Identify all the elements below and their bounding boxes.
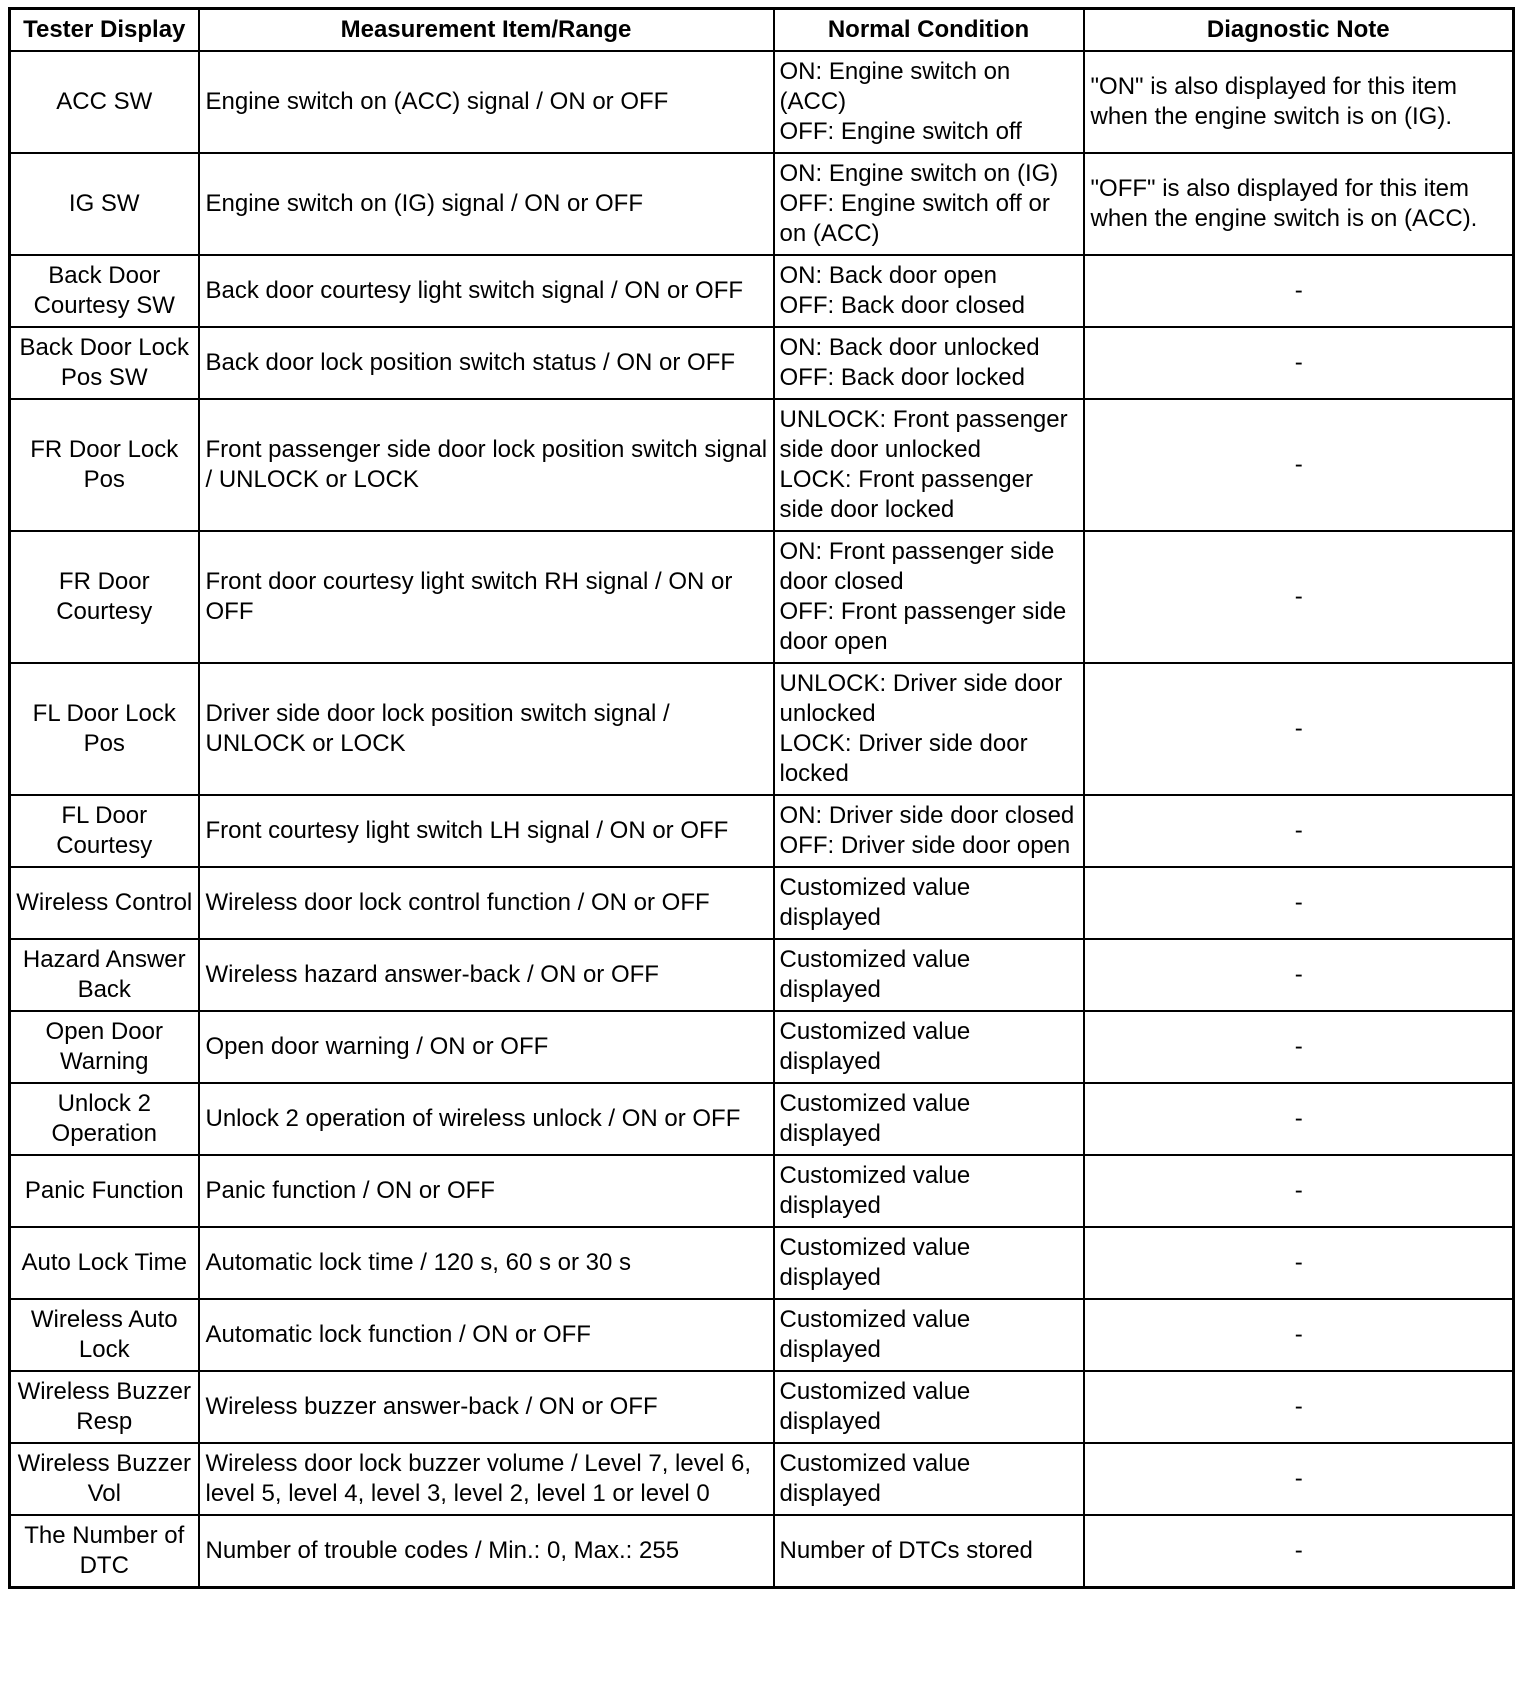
normal-condition-line: Customized value displayed: [779, 1234, 971, 1291]
table-row: [10, 795, 1514, 867]
cell-tester-display: Unlock 2 Operation: [10, 1083, 199, 1155]
cell-measurement-item: Back door courtesy light switch signal / ON or OFF: [199, 255, 774, 327]
normal-condition-line: Customized value displayed: [779, 1090, 971, 1147]
table-row: [10, 1299, 1514, 1371]
cell-measurement-item: Front courtesy light switch LH signal / ON or OFF: [199, 795, 774, 867]
cell-diagnostic-note: -: [1084, 1371, 1514, 1443]
normal-condition-line: Customized value displayed: [779, 1378, 971, 1435]
normal-condition-line: Customized value displayed: [779, 1450, 971, 1507]
cell-measurement-item: Automatic lock time / 120 s, 60 s or 30 s: [199, 1227, 774, 1299]
cell-normal-condition: [774, 327, 1084, 399]
cell-diagnostic-note: -: [1084, 399, 1514, 531]
header-row: [10, 9, 1514, 52]
normal-condition-line: Customized value displayed: [779, 1306, 971, 1363]
normal-condition-line: OFF: Back door closed: [779, 292, 1025, 319]
table-row: [10, 51, 1514, 153]
cell-tester-display: FR Door Courtesy: [10, 531, 199, 663]
cell-measurement-item: Back door lock position switch status / ON or OFF: [199, 327, 774, 399]
table-row: [10, 1443, 1514, 1515]
normal-condition-line: OFF: Driver side door open: [779, 832, 1071, 859]
table-row: [10, 1155, 1514, 1227]
cell-measurement-item: Engine switch on (IG) signal / ON or OFF: [199, 153, 774, 255]
normal-condition-line: Customized value displayed: [779, 1162, 971, 1219]
cell-measurement-item: Wireless hazard answer-back / ON or OFF: [199, 939, 774, 1011]
cell-tester-display: Panic Function: [10, 1155, 199, 1227]
table-row: [10, 1371, 1514, 1443]
normal-condition-line: LOCK: Front passenger side door locked: [779, 466, 1033, 523]
cell-measurement-item: Wireless door lock control function / ON or OFF: [199, 867, 774, 939]
table-row: [10, 399, 1514, 531]
cell-diagnostic-note: -: [1084, 939, 1514, 1011]
cell-normal-condition: [774, 939, 1084, 1011]
cell-measurement-item: Unlock 2 operation of wireless unlock / ON or OFF: [199, 1083, 774, 1155]
cell-normal-condition: [774, 399, 1084, 531]
normal-condition-line: ON: Back door open: [779, 262, 997, 289]
document-page: [8, 7, 1512, 1589]
normal-condition-line: UNLOCK: Driver side door unlocked: [779, 670, 1063, 727]
cell-normal-condition: [774, 1299, 1084, 1371]
cell-diagnostic-note: -: [1084, 1083, 1514, 1155]
cell-diagnostic-note: -: [1084, 327, 1514, 399]
table-row: [10, 531, 1514, 663]
cell-tester-display: The Number of DTC: [10, 1515, 199, 1588]
table-row: [10, 1227, 1514, 1299]
cell-normal-condition: [774, 1443, 1084, 1515]
cell-diagnostic-note: "ON" is also displayed for this item when the engine switch is on (IG).: [1084, 51, 1514, 153]
data-list-table: [8, 7, 1515, 1589]
normal-condition-line: Number of DTCs stored: [779, 1537, 1033, 1564]
normal-condition-line: Customized value displayed: [779, 874, 971, 931]
normal-condition-line: Customized value displayed: [779, 946, 971, 1003]
cell-normal-condition: [774, 1155, 1084, 1227]
cell-tester-display: Wireless Buzzer Vol: [10, 1443, 199, 1515]
cell-normal-condition: [774, 663, 1084, 795]
normal-condition-line: OFF: Engine switch off or on (ACC): [779, 190, 1050, 247]
table-row: [10, 1083, 1514, 1155]
cell-tester-display: FL Door Courtesy: [10, 795, 199, 867]
normal-condition-line: OFF: Engine switch off: [779, 118, 1022, 145]
cell-diagnostic-note: -: [1084, 255, 1514, 327]
cell-normal-condition: [774, 1371, 1084, 1443]
cell-diagnostic-note: -: [1084, 1299, 1514, 1371]
normal-condition-line: Customized value displayed: [779, 1018, 971, 1075]
cell-tester-display: Wireless Buzzer Resp: [10, 1371, 199, 1443]
cell-normal-condition: [774, 255, 1084, 327]
cell-normal-condition: [774, 531, 1084, 663]
cell-tester-display: Wireless Control: [10, 867, 199, 939]
cell-tester-display: FL Door Lock Pos: [10, 663, 199, 795]
cell-diagnostic-note: "OFF" is also displayed for this item when the engine switch is on (ACC).: [1084, 153, 1514, 255]
cell-normal-condition: [774, 867, 1084, 939]
cell-tester-display: Back Door Lock Pos SW: [10, 327, 199, 399]
cell-tester-display: IG SW: [10, 153, 199, 255]
normal-condition-line: ON: Front passenger side door closed: [779, 538, 1055, 595]
normal-condition-line: OFF: Back door locked: [779, 364, 1025, 391]
cell-diagnostic-note: -: [1084, 795, 1514, 867]
normal-condition-line: ON: Engine switch on (ACC): [779, 58, 1011, 115]
cell-diagnostic-note: -: [1084, 531, 1514, 663]
cell-normal-condition: [774, 1515, 1084, 1588]
cell-diagnostic-note: -: [1084, 1155, 1514, 1227]
header-tester-display: Tester Display: [10, 9, 199, 52]
cell-tester-display: Open Door Warning: [10, 1011, 199, 1083]
table-row: [10, 663, 1514, 795]
table-row: [10, 1515, 1514, 1588]
table-row: [10, 867, 1514, 939]
normal-condition-line: ON: Driver side door closed: [779, 802, 1075, 829]
normal-condition-line: OFF: Front passenger side door open: [779, 598, 1067, 655]
cell-diagnostic-note: -: [1084, 1227, 1514, 1299]
cell-measurement-item: Wireless door lock buzzer volume / Level 7, level 6, level 5, level 4, level 3, level 2, level 1 or level 0: [199, 1443, 774, 1515]
cell-measurement-item: Engine switch on (ACC) signal / ON or OFF: [199, 51, 774, 153]
cell-measurement-item: Front door courtesy light switch RH signal / ON or OFF: [199, 531, 774, 663]
normal-condition-line: ON: Engine switch on (IG): [779, 160, 1059, 187]
cell-normal-condition: [774, 153, 1084, 255]
cell-tester-display: Wireless Auto Lock: [10, 1299, 199, 1371]
cell-normal-condition: [774, 1227, 1084, 1299]
header-measurement-item: Measurement Item/Range: [199, 9, 774, 52]
cell-tester-display: Hazard Answer Back: [10, 939, 199, 1011]
normal-condition-line: UNLOCK: Front passenger side door unlocked: [779, 406, 1068, 463]
header-diagnostic-note: Diagnostic Note: [1084, 9, 1514, 52]
cell-normal-condition: [774, 51, 1084, 153]
cell-measurement-item: Front passenger side door lock position switch signal / UNLOCK or LOCK: [199, 399, 774, 531]
cell-measurement-item: Driver side door lock position switch signal / UNLOCK or LOCK: [199, 663, 774, 795]
normal-condition-line: LOCK: Driver side door locked: [779, 730, 1028, 787]
normal-condition-line: ON: Back door unlocked: [779, 334, 1040, 361]
cell-normal-condition: [774, 1083, 1084, 1155]
cell-diagnostic-note: -: [1084, 663, 1514, 795]
cell-measurement-item: Number of trouble codes / Min.: 0, Max.: 255: [199, 1515, 774, 1588]
table-row: [10, 153, 1514, 255]
cell-tester-display: FR Door Lock Pos: [10, 399, 199, 531]
cell-tester-display: Auto Lock Time: [10, 1227, 199, 1299]
cell-diagnostic-note: -: [1084, 867, 1514, 939]
table-row: [10, 255, 1514, 327]
cell-diagnostic-note: -: [1084, 1443, 1514, 1515]
table-row: [10, 327, 1514, 399]
cell-normal-condition: [774, 1011, 1084, 1083]
cell-normal-condition: [774, 795, 1084, 867]
table-row: [10, 1011, 1514, 1083]
header-normal-condition: Normal Condition: [774, 9, 1084, 52]
cell-diagnostic-note: -: [1084, 1515, 1514, 1588]
cell-measurement-item: Wireless buzzer answer-back / ON or OFF: [199, 1371, 774, 1443]
cell-tester-display: Back Door Courtesy SW: [10, 255, 199, 327]
table-row: [10, 939, 1514, 1011]
cell-measurement-item: Panic function / ON or OFF: [199, 1155, 774, 1227]
cell-tester-display: ACC SW: [10, 51, 199, 153]
table-body: [10, 51, 1514, 1588]
cell-diagnostic-note: -: [1084, 1011, 1514, 1083]
cell-measurement-item: Automatic lock function / ON or OFF: [199, 1299, 774, 1371]
cell-measurement-item: Open door warning / ON or OFF: [199, 1011, 774, 1083]
